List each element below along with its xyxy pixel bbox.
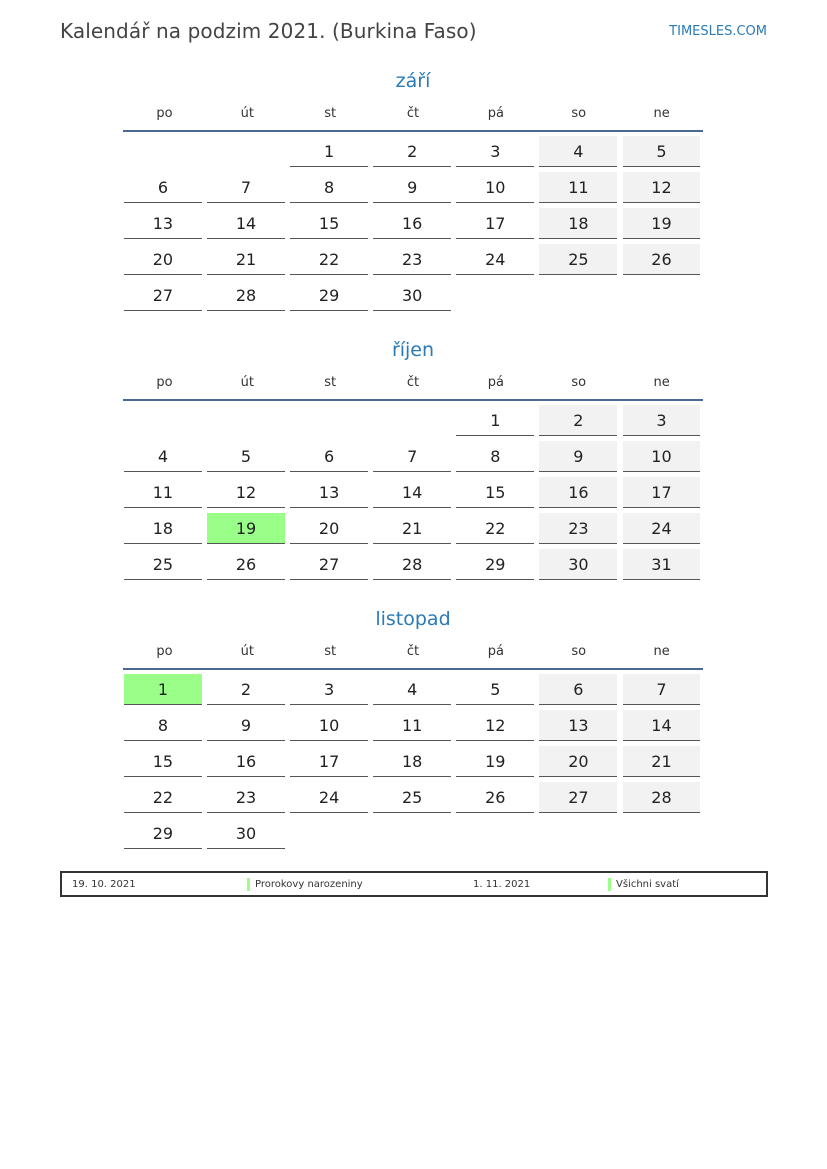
weekend-day-cell: 31	[623, 549, 701, 580]
day-cell: 1	[290, 136, 368, 167]
weekday-label: pá	[487, 643, 504, 659]
empty-day-cell	[290, 405, 368, 436]
day-cell: 23	[207, 782, 285, 813]
day-cell: 18	[124, 513, 202, 544]
weekday-label: so	[571, 105, 587, 121]
week-row	[123, 477, 703, 513]
day-cell: 13	[290, 477, 368, 508]
day-cell: 21	[373, 513, 451, 544]
week-row	[123, 172, 703, 208]
day-cell: 15	[290, 208, 368, 239]
weekend-day-cell: 21	[623, 746, 701, 777]
empty-day-cell	[124, 136, 202, 167]
weekend-day-cell: 25	[539, 244, 617, 275]
weekday-header	[123, 96, 703, 132]
day-cell: 6	[124, 172, 202, 203]
empty-day-cell	[373, 818, 451, 849]
day-cell: 27	[290, 549, 368, 580]
empty-day-cell	[539, 818, 617, 849]
week-row	[123, 513, 703, 549]
week-row	[123, 549, 703, 585]
day-cell: 16	[373, 208, 451, 239]
day-cell: 11	[373, 710, 451, 741]
weekday-label: pá	[487, 105, 504, 121]
day-cell: 26	[456, 782, 534, 813]
month-november	[123, 604, 703, 854]
weekday-label: po	[156, 374, 173, 390]
day-cell: 22	[290, 244, 368, 275]
weeks-grid	[123, 670, 703, 854]
day-cell: 26	[207, 549, 285, 580]
day-cell: 28	[373, 549, 451, 580]
day-cell: 8	[124, 710, 202, 741]
legend-holiday-name: Prorokovy narozeniny	[255, 879, 363, 890]
legend-holiday-name: Všichni svatí	[616, 879, 679, 890]
day-cell: 9	[207, 710, 285, 741]
day-cell: 22	[456, 513, 534, 544]
week-row	[123, 674, 703, 710]
day-cell: 9	[373, 172, 451, 203]
day-cell: 15	[456, 477, 534, 508]
weekend-day-cell: 4	[539, 136, 617, 167]
weekend-day-cell: 18	[539, 208, 617, 239]
weekday-label: ne	[653, 643, 670, 659]
empty-day-cell	[373, 405, 451, 436]
day-cell: 11	[124, 477, 202, 508]
week-row	[123, 746, 703, 782]
week-row	[123, 136, 703, 172]
empty-day-cell	[207, 405, 285, 436]
day-cell: 2	[207, 674, 285, 705]
day-cell: 18	[373, 746, 451, 777]
weekend-day-cell: 13	[539, 710, 617, 741]
weekday-header	[123, 365, 703, 401]
day-cell: 17	[456, 208, 534, 239]
weekend-day-cell: 24	[623, 513, 701, 544]
day-cell: 30	[207, 818, 285, 849]
empty-day-cell	[456, 280, 534, 311]
day-cell: 30	[373, 280, 451, 311]
weekend-day-cell: 9	[539, 441, 617, 472]
month-title: září	[395, 70, 431, 92]
page-title: Kalendář na podzim 2021. (Burkina Faso)	[60, 19, 477, 43]
week-row	[123, 818, 703, 854]
site-link[interactable]: TIMESLES.COM	[669, 24, 767, 39]
day-cell: 25	[124, 549, 202, 580]
weekday-label: st	[324, 105, 337, 121]
weekday-label: st	[324, 643, 337, 659]
weekend-day-cell: 28	[623, 782, 701, 813]
weekend-day-cell: 19	[623, 208, 701, 239]
day-cell: 24	[456, 244, 534, 275]
week-row	[123, 782, 703, 818]
weekend-day-cell: 5	[623, 136, 701, 167]
weekend-day-cell: 26	[623, 244, 701, 275]
day-cell: 29	[456, 549, 534, 580]
weekday-label: so	[571, 374, 587, 390]
empty-day-cell	[456, 818, 534, 849]
day-cell: 14	[373, 477, 451, 508]
day-cell: 3	[290, 674, 368, 705]
holiday-day-cell: 1	[124, 674, 202, 705]
day-cell: 16	[207, 746, 285, 777]
day-cell: 20	[124, 244, 202, 275]
weekday-label: čt	[406, 374, 420, 390]
day-cell: 1	[456, 405, 534, 436]
weekend-day-cell: 11	[539, 172, 617, 203]
weekend-day-cell: 12	[623, 172, 701, 203]
empty-day-cell	[207, 136, 285, 167]
weekday-header	[123, 634, 703, 670]
empty-day-cell	[539, 280, 617, 311]
weekend-day-cell: 10	[623, 441, 701, 472]
weekday-label: po	[156, 643, 173, 659]
day-cell: 4	[373, 674, 451, 705]
weekend-day-cell: 17	[623, 477, 701, 508]
legend-color-marker	[608, 878, 611, 891]
day-cell: 20	[290, 513, 368, 544]
day-cell: 14	[207, 208, 285, 239]
week-row	[123, 208, 703, 244]
empty-day-cell	[623, 818, 701, 849]
holiday-legend	[60, 871, 768, 897]
empty-day-cell	[290, 818, 368, 849]
weeks-grid	[123, 401, 703, 585]
weekday-label: út	[240, 643, 254, 659]
day-cell: 24	[290, 782, 368, 813]
day-cell: 13	[124, 208, 202, 239]
weekend-day-cell: 3	[623, 405, 701, 436]
weeks-grid	[123, 132, 703, 316]
day-cell: 17	[290, 746, 368, 777]
weekday-label: ne	[653, 105, 670, 121]
weekday-label: po	[156, 105, 173, 121]
day-cell: 15	[124, 746, 202, 777]
weekday-label: so	[571, 643, 587, 659]
day-cell: 21	[207, 244, 285, 275]
day-cell: 12	[207, 477, 285, 508]
week-row	[123, 405, 703, 441]
day-cell: 29	[290, 280, 368, 311]
week-row	[123, 244, 703, 280]
legend-color-marker	[247, 878, 250, 891]
weekday-label: út	[240, 374, 254, 390]
day-cell: 10	[290, 710, 368, 741]
holiday-day-cell: 19	[207, 513, 285, 544]
day-cell: 25	[373, 782, 451, 813]
weekend-day-cell: 27	[539, 782, 617, 813]
weekend-day-cell: 14	[623, 710, 701, 741]
weekend-day-cell: 6	[539, 674, 617, 705]
day-cell: 8	[290, 172, 368, 203]
weekend-day-cell: 20	[539, 746, 617, 777]
month-september	[123, 66, 703, 316]
day-cell: 3	[456, 136, 534, 167]
legend-date: 19. 10. 2021	[72, 879, 136, 890]
legend-date: 1. 11. 2021	[473, 879, 531, 890]
day-cell: 27	[124, 280, 202, 311]
day-cell: 6	[290, 441, 368, 472]
weekend-day-cell: 30	[539, 549, 617, 580]
day-cell: 12	[456, 710, 534, 741]
weekend-day-cell: 2	[539, 405, 617, 436]
empty-day-cell	[124, 405, 202, 436]
week-row	[123, 441, 703, 477]
weekday-label: út	[240, 105, 254, 121]
weekday-label: ne	[653, 374, 670, 390]
week-row	[123, 710, 703, 746]
weekday-label: čt	[406, 105, 420, 121]
weekend-day-cell: 23	[539, 513, 617, 544]
day-cell: 8	[456, 441, 534, 472]
day-cell: 10	[456, 172, 534, 203]
weekday-label: čt	[406, 643, 420, 659]
day-cell: 2	[373, 136, 451, 167]
weekend-day-cell: 7	[623, 674, 701, 705]
day-cell: 29	[124, 818, 202, 849]
month-october	[123, 335, 703, 585]
day-cell: 5	[456, 674, 534, 705]
month-title: listopad	[375, 608, 451, 630]
weekday-label: st	[324, 374, 337, 390]
weekend-day-cell: 16	[539, 477, 617, 508]
week-row	[123, 280, 703, 316]
day-cell: 28	[207, 280, 285, 311]
day-cell: 7	[207, 172, 285, 203]
day-cell: 19	[456, 746, 534, 777]
day-cell: 4	[124, 441, 202, 472]
day-cell: 5	[207, 441, 285, 472]
day-cell: 22	[124, 782, 202, 813]
day-cell: 23	[373, 244, 451, 275]
month-title: říjen	[391, 339, 435, 361]
day-cell: 7	[373, 441, 451, 472]
empty-day-cell	[623, 280, 701, 311]
weekday-label: pá	[487, 374, 504, 390]
